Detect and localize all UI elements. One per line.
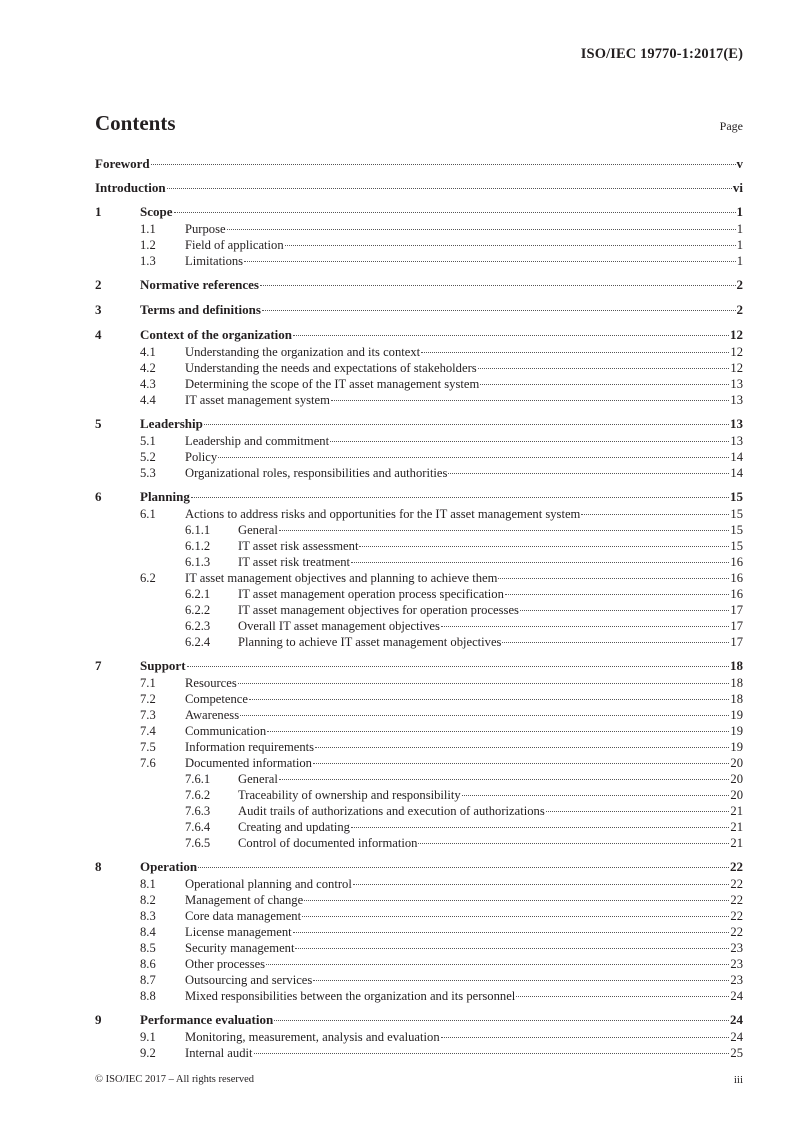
toc-entry-number: 6.2.1 bbox=[185, 587, 211, 601]
toc-entry-title[interactable]: IT asset risk assessment bbox=[238, 539, 359, 553]
toc-entry-number: 8.1 bbox=[140, 877, 156, 891]
toc-entry-number: 4.4 bbox=[140, 393, 156, 407]
toc-entry-number: 6.2 bbox=[140, 571, 156, 585]
toc-entry-page[interactable]: 19 bbox=[730, 724, 743, 738]
toc-entry-title[interactable]: Leadership bbox=[140, 416, 203, 431]
toc-entry-title[interactable]: Field of application bbox=[185, 238, 284, 252]
dot-leader bbox=[293, 335, 729, 336]
toc-entry-number: 7 bbox=[95, 658, 102, 673]
toc-entry-title[interactable]: IT asset management system bbox=[185, 393, 330, 407]
dot-leader bbox=[313, 980, 729, 981]
toc-entry[interactable] bbox=[95, 876, 743, 892]
toc-entry[interactable] bbox=[95, 707, 743, 723]
toc-entry-title[interactable]: IT asset management operation process specification bbox=[238, 587, 504, 601]
footer-page-number: iii bbox=[733, 1074, 743, 1086]
dot-leader bbox=[502, 642, 729, 643]
contents-title: Contents bbox=[95, 111, 176, 135]
toc-entry-title[interactable]: Leadership and commitment bbox=[185, 434, 330, 448]
toc-entry[interactable] bbox=[95, 156, 743, 172]
toc-entry-number: 7.3 bbox=[140, 708, 156, 722]
toc-entry[interactable] bbox=[95, 253, 743, 269]
dot-leader bbox=[151, 164, 736, 165]
toc-entry[interactable] bbox=[95, 819, 743, 835]
toc-entry[interactable] bbox=[95, 416, 743, 433]
toc-entry-page[interactable]: 16 bbox=[730, 571, 743, 585]
dot-leader bbox=[293, 932, 730, 933]
toc-entry-title[interactable]: Determining the scope of the IT asset management system bbox=[185, 377, 480, 391]
toc-entry[interactable] bbox=[95, 956, 743, 972]
dot-leader bbox=[498, 578, 729, 579]
toc-entry-title[interactable]: Audit trails of authorizations and execution of authorizations bbox=[238, 804, 545, 818]
toc-entry-title[interactable]: Foreword bbox=[95, 156, 150, 171]
toc-entry-title[interactable]: Core data management bbox=[185, 909, 302, 923]
toc-entry-page[interactable]: 20 bbox=[730, 756, 743, 770]
dot-leader bbox=[244, 261, 736, 262]
toc-entry-page[interactable]: 19 bbox=[730, 708, 743, 722]
toc-entry-page[interactable]: 21 bbox=[730, 836, 743, 850]
toc-entry-title[interactable]: License management bbox=[185, 925, 292, 939]
toc-entry-number: 8.6 bbox=[140, 957, 156, 971]
toc-entry-page[interactable]: 15 bbox=[730, 539, 743, 553]
toc-entry[interactable] bbox=[95, 908, 743, 924]
toc-entry-number: 7.2 bbox=[140, 692, 156, 706]
toc-entry-title[interactable]: Introduction bbox=[95, 180, 166, 195]
dot-leader bbox=[418, 843, 729, 844]
toc-entry-title[interactable]: IT asset management objectives for operation processes bbox=[238, 603, 519, 617]
dot-leader bbox=[285, 245, 736, 246]
toc-entry[interactable] bbox=[95, 972, 743, 988]
toc-entry[interactable] bbox=[95, 302, 743, 319]
toc-entry-number: 8 bbox=[95, 859, 102, 874]
dot-leader bbox=[167, 188, 732, 189]
dot-leader bbox=[581, 514, 729, 515]
dot-leader bbox=[279, 779, 730, 780]
toc-entry-number: 5.3 bbox=[140, 466, 156, 480]
toc-entry-page[interactable]: 1 bbox=[736, 254, 743, 268]
toc-entry-title[interactable]: Context of the organization bbox=[140, 327, 293, 342]
toc-entry-number: 7.6.3 bbox=[185, 804, 211, 818]
toc-entry-page[interactable]: 24 bbox=[730, 1012, 743, 1027]
toc-entry[interactable] bbox=[95, 376, 743, 392]
toc-entry-page[interactable]: vi bbox=[732, 180, 743, 195]
toc-entry-number: 8.4 bbox=[140, 925, 156, 939]
toc-entry-number: 7.6.1 bbox=[185, 772, 211, 786]
toc-entry-page[interactable]: 15 bbox=[730, 507, 743, 521]
toc-entry-number: 8.3 bbox=[140, 909, 156, 923]
dot-leader bbox=[330, 441, 729, 442]
toc-entry-number: 2 bbox=[95, 277, 102, 292]
toc-entry-page[interactable]: 16 bbox=[730, 587, 743, 601]
toc-entry-title[interactable]: Outsourcing and services bbox=[185, 973, 313, 987]
toc-entry-page[interactable]: 18 bbox=[730, 658, 743, 673]
toc-entry-number: 8.7 bbox=[140, 973, 156, 987]
toc-entry[interactable] bbox=[95, 940, 743, 956]
toc-entry-page[interactable]: 16 bbox=[730, 555, 743, 569]
toc-entry[interactable] bbox=[95, 892, 743, 908]
dot-leader bbox=[198, 867, 729, 868]
toc-entry-title[interactable]: Communication bbox=[185, 724, 267, 738]
toc-entry-page[interactable]: 15 bbox=[730, 489, 743, 504]
toc-entry-title[interactable]: General bbox=[238, 772, 278, 786]
toc-entry-title[interactable]: Purpose bbox=[185, 222, 226, 236]
dot-leader bbox=[315, 747, 729, 748]
dot-leader bbox=[480, 384, 729, 385]
toc-entry-page[interactable]: 17 bbox=[730, 635, 743, 649]
toc-entry[interactable] bbox=[95, 1029, 743, 1045]
toc-entry[interactable] bbox=[95, 1045, 743, 1061]
toc-entry[interactable] bbox=[95, 506, 743, 522]
toc-entry-page[interactable]: 17 bbox=[730, 619, 743, 633]
toc-entry-page[interactable]: 12 bbox=[730, 345, 743, 359]
toc-entry-title[interactable]: Planning to achieve IT asset management objectives bbox=[238, 635, 502, 649]
dot-leader bbox=[421, 352, 729, 353]
dot-leader bbox=[353, 884, 730, 885]
toc-entry-number: 7.6.4 bbox=[185, 820, 211, 834]
toc-entry-number: 8.2 bbox=[140, 893, 156, 907]
toc-entry-title[interactable]: Documented information bbox=[185, 756, 312, 770]
toc-entry-page[interactable]: 23 bbox=[730, 941, 743, 955]
toc-entry-page[interactable]: 17 bbox=[730, 603, 743, 617]
toc-entry-title[interactable]: General bbox=[238, 523, 278, 537]
toc-entry-number: 9.1 bbox=[140, 1030, 156, 1044]
dot-leader bbox=[448, 473, 729, 474]
toc-entry[interactable] bbox=[95, 586, 743, 602]
toc-entry[interactable] bbox=[95, 924, 743, 940]
toc-entry-title[interactable]: Information requirements bbox=[185, 740, 315, 754]
toc-entry[interactable] bbox=[95, 327, 743, 344]
toc-entry[interactable] bbox=[95, 221, 743, 237]
dot-leader bbox=[266, 964, 729, 965]
toc-entry-page[interactable]: 23 bbox=[730, 973, 743, 987]
toc-entry-page[interactable]: 13 bbox=[730, 434, 743, 448]
toc-entry[interactable] bbox=[95, 433, 743, 449]
dot-leader bbox=[441, 626, 730, 627]
toc-entry-number: 4.2 bbox=[140, 361, 156, 375]
toc-entry-title[interactable]: Overall IT asset management objectives bbox=[238, 619, 440, 633]
toc-entry-title[interactable]: Traceability of ownership and responsibility bbox=[238, 788, 461, 802]
toc-entry-number: 6.1.3 bbox=[185, 555, 211, 569]
toc-entry-page[interactable]: 22 bbox=[730, 893, 743, 907]
toc-entry-number: 1.2 bbox=[140, 238, 156, 252]
toc-entry-title[interactable]: Monitoring, measurement, analysis and evaluation bbox=[185, 1030, 440, 1044]
toc-entry[interactable] bbox=[95, 554, 743, 570]
toc-entry-number: 8.8 bbox=[140, 989, 156, 1003]
dot-leader bbox=[478, 368, 730, 369]
toc-entry[interactable] bbox=[95, 277, 743, 294]
toc-entry[interactable] bbox=[95, 835, 743, 851]
dot-leader bbox=[249, 699, 729, 700]
dot-leader bbox=[331, 400, 729, 401]
toc-entry-page[interactable]: 1 bbox=[736, 204, 743, 219]
toc-entry[interactable] bbox=[95, 691, 743, 707]
dot-leader bbox=[462, 795, 730, 796]
toc-entry-page[interactable]: 2 bbox=[736, 277, 743, 292]
dot-leader bbox=[227, 229, 736, 230]
dot-leader bbox=[191, 497, 729, 498]
toc-entry-page[interactable]: 22 bbox=[730, 925, 743, 939]
toc-entry-page[interactable]: 20 bbox=[730, 772, 743, 786]
toc-entry-title[interactable]: Policy bbox=[185, 450, 218, 464]
toc-entry-page[interactable]: 24 bbox=[730, 989, 743, 1003]
toc-entry[interactable] bbox=[95, 570, 743, 586]
toc-entry[interactable] bbox=[95, 180, 743, 196]
toc-entry-title[interactable]: Planning bbox=[140, 489, 190, 504]
toc-entry-title[interactable]: Actions to address risks and opportunities for the IT asset management system bbox=[185, 507, 581, 521]
dot-leader bbox=[359, 546, 729, 547]
toc-entry[interactable] bbox=[95, 449, 743, 465]
toc-entry-title[interactable]: Creating and updating bbox=[238, 820, 350, 834]
toc-entry[interactable] bbox=[95, 859, 743, 876]
toc-entry[interactable] bbox=[95, 1012, 743, 1029]
toc-entry-number: 5 bbox=[95, 416, 102, 431]
toc-entry-number: 9 bbox=[95, 1012, 102, 1027]
toc-entry-page[interactable]: 20 bbox=[730, 788, 743, 802]
toc-entry-number: 6 bbox=[95, 489, 102, 504]
toc-entry-title[interactable]: Understanding the needs and expectations of stakeholders bbox=[185, 361, 477, 375]
toc-entry-title[interactable]: Security management bbox=[185, 941, 295, 955]
toc-entry[interactable] bbox=[95, 618, 743, 634]
toc-entry-title[interactable]: Operational planning and control bbox=[185, 877, 352, 891]
toc-entry-title[interactable]: IT asset management objectives and planning to achieve them bbox=[185, 571, 498, 585]
toc-entry[interactable] bbox=[95, 755, 743, 771]
toc-entry-page[interactable]: 15 bbox=[730, 523, 743, 537]
dot-leader bbox=[174, 212, 736, 213]
toc-entry-page[interactable]: 2 bbox=[736, 302, 743, 317]
document-header-id: ISO/IEC 19770-1:2017(E) bbox=[580, 46, 743, 62]
toc-entry-title[interactable]: Competence bbox=[185, 692, 248, 706]
toc-entry-page[interactable]: 14 bbox=[730, 450, 743, 464]
toc-entry-page[interactable]: v bbox=[736, 156, 743, 171]
toc-entry-page[interactable]: 12 bbox=[730, 361, 743, 375]
toc-entry-title[interactable]: Limitations bbox=[185, 254, 244, 268]
toc-entry[interactable] bbox=[95, 522, 743, 538]
toc-entry-page[interactable]: 1 bbox=[736, 238, 743, 252]
dot-leader bbox=[302, 916, 729, 917]
toc-entry-number: 6.2.2 bbox=[185, 603, 211, 617]
toc-entry-number: 9.2 bbox=[140, 1046, 156, 1060]
toc-entry-title[interactable]: Support bbox=[140, 658, 186, 673]
toc-entry-page[interactable]: 12 bbox=[730, 327, 743, 342]
toc-entry[interactable] bbox=[95, 538, 743, 554]
toc-entry-number: 7.4 bbox=[140, 724, 156, 738]
toc-entry-number: 4 bbox=[95, 327, 102, 342]
toc-entry[interactable] bbox=[95, 634, 743, 650]
dot-leader bbox=[262, 310, 736, 311]
toc-entry-title[interactable]: Other processes bbox=[185, 957, 266, 971]
toc-entry-page[interactable]: 1 bbox=[736, 222, 743, 236]
toc-entry-title[interactable]: Performance evaluation bbox=[140, 1012, 274, 1027]
toc-entry[interactable] bbox=[95, 675, 743, 691]
toc-entry-number: 4.1 bbox=[140, 345, 156, 359]
toc-entry-title[interactable]: Awareness bbox=[185, 708, 240, 722]
toc-entry-number: 1.3 bbox=[140, 254, 156, 268]
toc-entry-page[interactable]: 23 bbox=[730, 957, 743, 971]
toc-entry-number: 7.5 bbox=[140, 740, 156, 754]
toc-entry-page[interactable]: 14 bbox=[730, 466, 743, 480]
dot-leader bbox=[520, 610, 729, 611]
toc-entry-number: 6.2.3 bbox=[185, 619, 211, 633]
dot-leader bbox=[351, 827, 729, 828]
toc-entry-page[interactable]: 18 bbox=[730, 676, 743, 690]
dot-leader bbox=[218, 457, 729, 458]
toc-entry-page[interactable]: 24 bbox=[730, 1030, 743, 1044]
toc-entry-number: 6.1 bbox=[140, 507, 156, 521]
toc-entry[interactable] bbox=[95, 771, 743, 787]
dot-leader bbox=[516, 996, 729, 997]
toc-entry-title[interactable]: Mixed responsibilities between the organization and its personnel bbox=[185, 989, 516, 1003]
toc-entry-title[interactable]: Control of documented information bbox=[238, 836, 418, 850]
dot-leader bbox=[267, 731, 729, 732]
toc-entry-page[interactable]: 18 bbox=[730, 692, 743, 706]
toc-entry[interactable] bbox=[95, 204, 743, 221]
toc-entry-title[interactable]: Scope bbox=[140, 204, 173, 219]
toc-entry[interactable] bbox=[95, 602, 743, 618]
dot-leader bbox=[351, 562, 729, 563]
toc-entry-number: 7.6 bbox=[140, 756, 156, 770]
toc-entry-title[interactable]: Resources bbox=[185, 676, 237, 690]
toc-entry-title[interactable]: Internal audit bbox=[185, 1046, 253, 1060]
toc-entry-title[interactable]: IT asset risk treatment bbox=[238, 555, 351, 569]
dot-leader bbox=[304, 900, 729, 901]
toc-entry[interactable] bbox=[95, 237, 743, 253]
toc-entry[interactable] bbox=[95, 360, 743, 376]
table-of-contents bbox=[95, 156, 743, 1061]
dot-leader bbox=[254, 1053, 730, 1054]
toc-entry[interactable] bbox=[95, 723, 743, 739]
toc-entry-number: 6.1.2 bbox=[185, 539, 211, 553]
toc-entry[interactable] bbox=[95, 803, 743, 819]
toc-entry[interactable] bbox=[95, 988, 743, 1004]
toc-entry-number: 7.1 bbox=[140, 676, 156, 690]
dot-leader bbox=[546, 811, 730, 812]
toc-entry-page[interactable]: 21 bbox=[730, 820, 743, 834]
dot-leader bbox=[240, 715, 729, 716]
dot-leader bbox=[295, 948, 729, 949]
toc-entry-number: 1 bbox=[95, 204, 102, 219]
toc-entry-title[interactable]: Management of change bbox=[185, 893, 304, 907]
toc-entry-page[interactable]: 21 bbox=[730, 804, 743, 818]
toc-entry[interactable] bbox=[95, 489, 743, 506]
toc-entry-number: 5.2 bbox=[140, 450, 156, 464]
dot-leader bbox=[260, 285, 736, 286]
dot-leader bbox=[204, 424, 729, 425]
toc-entry-title[interactable]: Operation bbox=[140, 859, 198, 874]
toc-entry-page[interactable]: 13 bbox=[730, 393, 743, 407]
toc-entry-page[interactable]: 22 bbox=[730, 909, 743, 923]
dot-leader bbox=[313, 763, 729, 764]
toc-entry[interactable] bbox=[95, 465, 743, 481]
toc-entry-page[interactable]: 22 bbox=[730, 859, 743, 874]
footer-copyright: © ISO/IEC 2017 – All rights reserved bbox=[95, 1074, 255, 1085]
toc-entry[interactable] bbox=[95, 787, 743, 803]
toc-entry-page[interactable]: 19 bbox=[730, 740, 743, 754]
toc-entry-page[interactable]: 13 bbox=[730, 416, 743, 431]
toc-entry-number: 8.5 bbox=[140, 941, 156, 955]
toc-entry-page[interactable]: 13 bbox=[730, 377, 743, 391]
dot-leader bbox=[441, 1037, 730, 1038]
toc-entry-title[interactable]: Normative references bbox=[140, 277, 259, 292]
toc-entry-number: 5.1 bbox=[140, 434, 156, 448]
toc-entry-number: 7.6.2 bbox=[185, 788, 211, 802]
toc-entry-page[interactable]: 22 bbox=[730, 877, 743, 891]
toc-entry-number: 1.1 bbox=[140, 222, 156, 236]
page-column-label: Page bbox=[719, 119, 743, 133]
toc-entry[interactable] bbox=[95, 392, 743, 408]
toc-entry-number: 3 bbox=[95, 302, 102, 317]
dot-leader bbox=[238, 683, 730, 684]
toc-entry-number: 6.2.4 bbox=[185, 635, 211, 649]
toc-entry-number: 4.3 bbox=[140, 377, 156, 391]
toc-entry-page[interactable]: 25 bbox=[730, 1046, 743, 1060]
toc-entry[interactable] bbox=[95, 658, 743, 675]
toc-entry-number: 6.1.1 bbox=[185, 523, 211, 537]
dot-leader bbox=[279, 530, 730, 531]
toc-entry-number: 7.6.5 bbox=[185, 836, 211, 850]
toc-entry-title[interactable]: Understanding the organization and its context bbox=[185, 345, 421, 359]
toc-entry[interactable] bbox=[95, 739, 743, 755]
toc-entry-title[interactable]: Terms and definitions bbox=[140, 302, 261, 317]
dot-leader bbox=[505, 594, 730, 595]
toc-entry[interactable] bbox=[95, 344, 743, 360]
dot-leader bbox=[274, 1020, 729, 1021]
toc-entry-title[interactable]: Organizational roles, responsibilities and authorities bbox=[185, 466, 448, 480]
dot-leader bbox=[187, 666, 729, 667]
